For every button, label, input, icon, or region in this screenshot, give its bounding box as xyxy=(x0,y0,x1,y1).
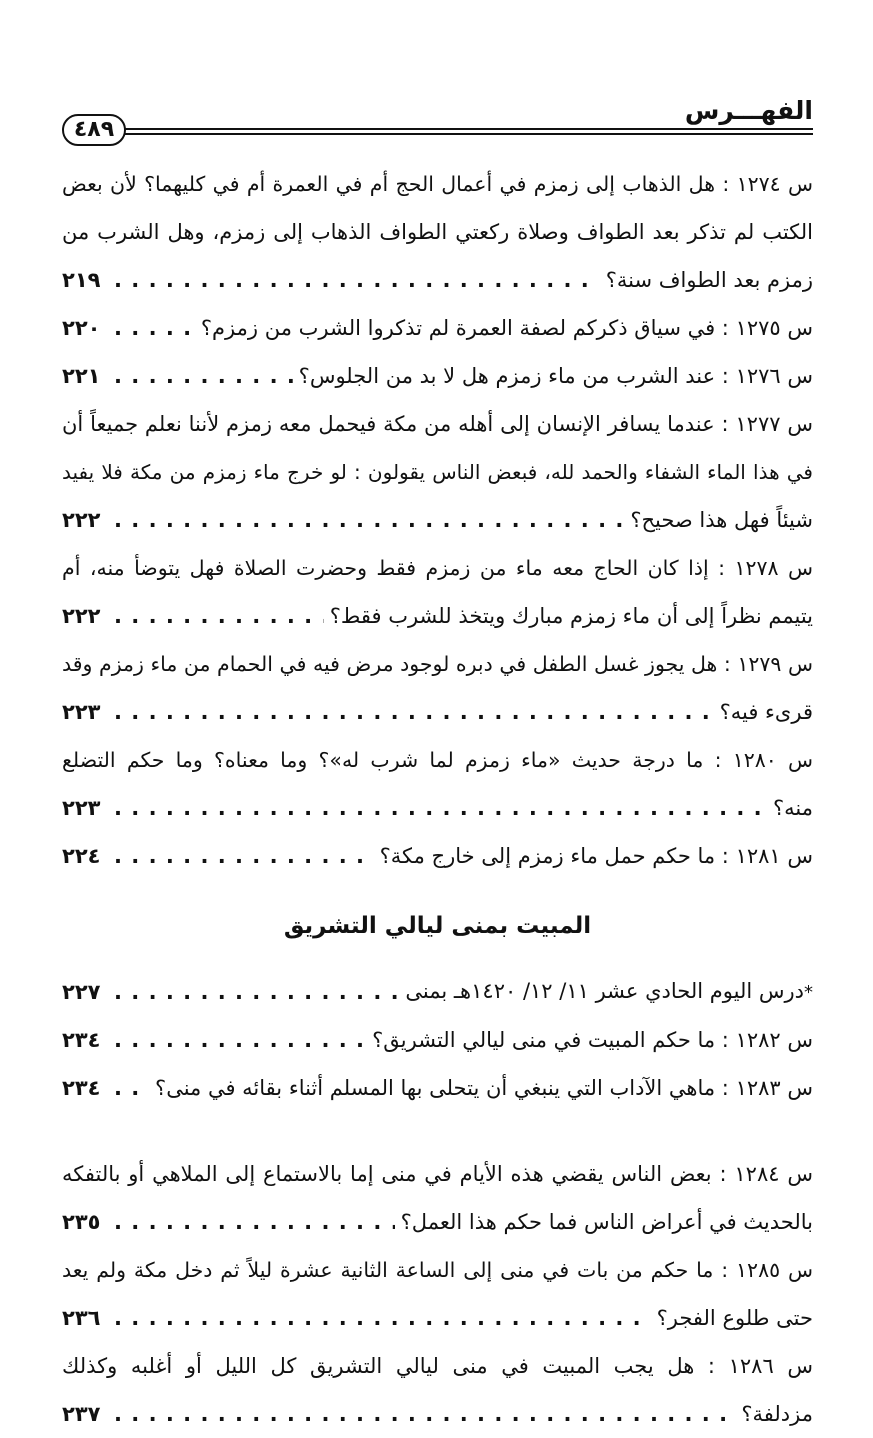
dot-leader xyxy=(114,352,293,400)
entry-page-number: ٢١٩ xyxy=(62,268,101,292)
index-entry xyxy=(62,496,813,544)
index-entry xyxy=(62,1016,813,1064)
dot-leader xyxy=(114,1064,149,1112)
index-entry xyxy=(62,352,813,400)
index-entry xyxy=(62,968,813,1016)
question-text: س ١٢٧٩ : هل يجوز غسل الطفل في دبره لوجود مرض فيه في الحمام من ماء زمزم وقد xyxy=(62,652,813,676)
question-text: س ١٢٨٥ : ما حكم من بات في منى إلى الساعة الثانية عشرة ليلاً ثم دخل مكة ولم يعد xyxy=(62,1258,813,1282)
entry-page-number: ٢٣٦ xyxy=(62,1306,101,1330)
index-entry xyxy=(62,256,813,304)
index-entry xyxy=(62,832,813,880)
entry-page-number: ٢٣٤ xyxy=(62,1028,101,1052)
entry-text: س ١٢٨٣ : ماهي الآداب التي ينبغي أن يتحلى بها المسلم أثناء بقائه في منى؟ xyxy=(155,1076,813,1100)
index-line xyxy=(62,1246,813,1294)
dot-leader xyxy=(114,1198,395,1246)
index-entry xyxy=(62,592,813,640)
index-entry xyxy=(62,1390,813,1438)
entry-page-number: ٢٣٤ xyxy=(62,1076,101,1100)
entry-text: منه؟ xyxy=(773,796,813,820)
dot-leader xyxy=(114,304,195,352)
dot-leader xyxy=(114,688,714,736)
entry-page-number: ٢٢٤ xyxy=(62,844,101,868)
index-line xyxy=(62,208,813,256)
index-entry xyxy=(62,688,813,736)
entry-text: يتيمم نظراً إلى أن ماء زمزم مبارك ويتخذ للشرب فقط؟ xyxy=(329,604,813,628)
section-heading: المبيت بمنى ليالي التشريق xyxy=(283,913,592,939)
entry-page-number: ٢٢٣ xyxy=(62,700,101,724)
entry-text: س ١٢٧٦ : عند الشرب من ماء زمزم هل لا بد من الجلوس؟ xyxy=(298,364,813,388)
index-line xyxy=(62,448,813,496)
index-entry xyxy=(62,304,813,352)
entry-text: مزدلفة؟ xyxy=(741,1402,813,1426)
entry-page-number: ٢٢٢ xyxy=(62,604,101,628)
dot-leader xyxy=(114,1294,651,1342)
index-line xyxy=(62,160,813,208)
entry-page-number: ٢٢٣ xyxy=(62,796,101,820)
index-line xyxy=(62,640,813,688)
question-text: س ١٢٨٠ : ما درجة حديث «ماء زمزم لما شرب له»؟ وما معناه؟ وما حكم التضلع xyxy=(62,748,813,772)
entry-text: س ١٢٨٢ : ما حكم المبيت في منى ليالي التشريق؟ xyxy=(372,1028,813,1052)
entry-text: س ١٢٨١ : ما حكم حمل ماء زمزم إلى خارج مكة؟ xyxy=(379,844,813,868)
running-title: الفهـــرس xyxy=(684,96,813,125)
entry-page-number: ٢٢٢ xyxy=(62,508,101,532)
question-text: س ١٢٧٨ : إذا كان الحاج معه ماء من زمزم فقط وحضرت الصلاة فهل يتوضأ منه، أم xyxy=(62,556,813,580)
index-entry xyxy=(62,1064,813,1112)
entry-text: س ١٢٧٥ : في سياق ذكركم لصفة العمرة لم تذكروا الشرب من زمزم؟ xyxy=(200,316,813,340)
index-entry xyxy=(62,784,813,832)
index-entry xyxy=(62,1294,813,1342)
dot-leader xyxy=(114,832,374,880)
question-text: س ١٢٨٤ : بعض الناس يقضي هذه الأيام في منى إما بالاستماع إلى الملاهي أو بالتفكه xyxy=(62,1162,813,1186)
dot-leader xyxy=(114,256,600,304)
page-number: ٤٨٩ xyxy=(73,117,115,142)
question-text: س ١٢٧٤ : هل الذهاب إلى زمزم في أعمال الحج أم في العمرة أم في كليهما؟ لأن بعض xyxy=(62,172,813,196)
index-line xyxy=(62,1342,813,1390)
dot-leader xyxy=(114,592,324,640)
entry-page-number: ٢٣٥ xyxy=(62,1210,101,1234)
dot-leader xyxy=(114,784,767,832)
star-icon: * xyxy=(804,982,813,1003)
index-page xyxy=(62,0,813,1426)
page-header xyxy=(62,92,813,152)
entry-page-number: ٢٢٠ xyxy=(62,316,101,340)
index-entry xyxy=(62,1198,813,1246)
index-line xyxy=(62,400,813,448)
question-text: الكتب لم تذكر بعد الطواف وصلاة ركعتي الطواف الذهاب إلى زمزم، وهل الشرب من xyxy=(62,220,813,244)
entry-text: قرىء فيه؟ xyxy=(719,700,813,724)
dot-leader xyxy=(114,1016,366,1064)
page-number-frame xyxy=(62,114,126,146)
question-text: في هذا الماء الشفاء والحمد لله، فبعض الناس يقولون : لو خرج ماء زمزم من مكة فلا يفيد xyxy=(62,460,813,484)
dot-leader xyxy=(114,496,624,544)
entry-page-number: ٢٢٧ xyxy=(62,980,101,1004)
index-line xyxy=(62,544,813,592)
entry-text: زمزم بعد الطواف سنة؟ xyxy=(605,268,813,292)
entry-text: حتى طلوع الفجر؟ xyxy=(656,1306,813,1330)
entry-text: بالحديث في أعراض الناس فما حكم هذا العمل؟ xyxy=(400,1210,813,1234)
lesson-title: درس اليوم الحادي عشر ١١/ ١٢/ ١٤٢٠هـ بمنى xyxy=(405,979,804,1003)
index-line xyxy=(62,1150,813,1198)
dot-leader xyxy=(114,1390,735,1438)
dot-leader xyxy=(114,968,399,1016)
entry-text xyxy=(405,967,813,1017)
entry-page-number: ٢٢١ xyxy=(62,364,101,388)
question-text: س ١٢٨٦ : هل يجب المبيت في منى ليالي التشريق كل الليل أو أغلبه وكذلك xyxy=(62,1354,813,1378)
question-text: س ١٢٧٧ : عندما يسافر الإنسان إلى أهله من مكة فيحمل معه زمزم لأننا نعلم جميعاً أن xyxy=(62,412,813,436)
entry-text: شيئاً فهل هذا صحيح؟ xyxy=(630,508,813,532)
entry-page-number: ٢٣٧ xyxy=(62,1402,101,1426)
index-line xyxy=(62,736,813,784)
header-rule xyxy=(114,128,813,135)
